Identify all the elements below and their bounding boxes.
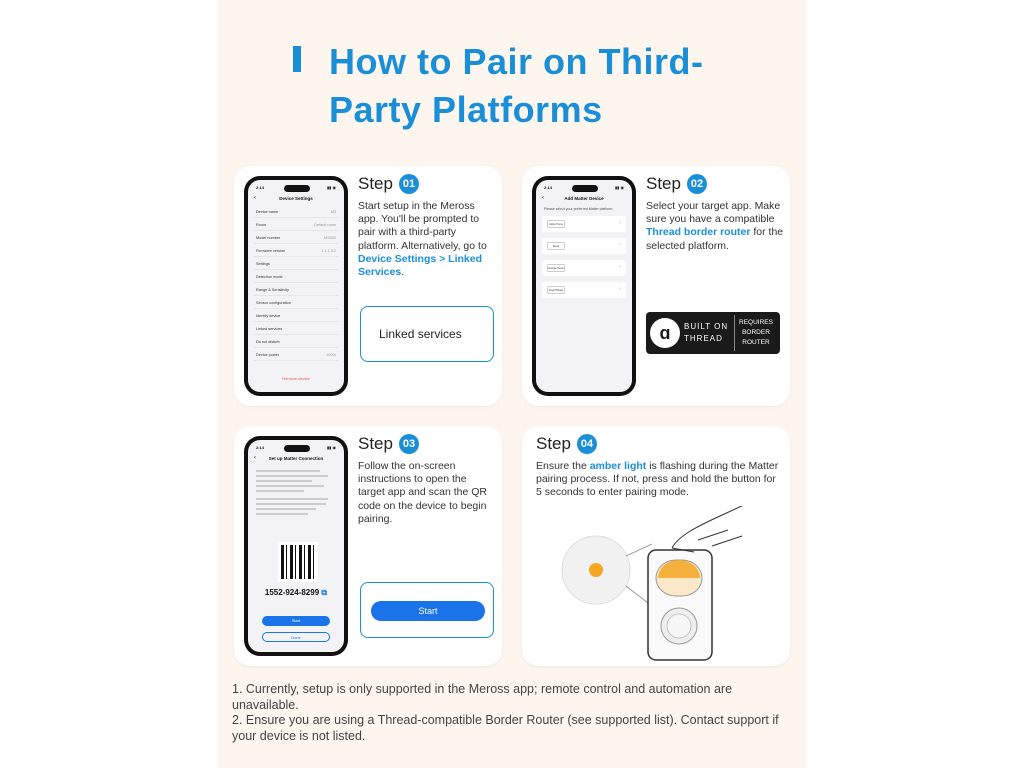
platform-logo: Alexa [547, 242, 565, 250]
settings-row-label: Room [256, 223, 267, 227]
screen-title: Device Settings [279, 196, 313, 201]
chevron-right-icon: › [619, 286, 621, 292]
chevron-right-icon: › [619, 264, 621, 270]
settings-row-value: Default room [314, 223, 336, 227]
device-illustration [522, 506, 790, 666]
footnote-2: 2. Ensure you are using a Thread-compatible Border Router (see supported list). Contact support if your device is not listed. [232, 713, 779, 743]
chevron-right-icon: › [619, 220, 621, 226]
step-description [358, 460, 496, 526]
instruction-sheet [218, 0, 806, 768]
linked-services-callout [360, 306, 494, 362]
dynamic-island [284, 185, 310, 192]
step-text-highlight: Device Settings > Linked Services [358, 252, 483, 279]
settings-row[interactable] [254, 323, 338, 335]
step-number-badge: 04 [577, 434, 597, 454]
step-text-part: . [401, 266, 405, 279]
status-icons: ▮▮ ◉ [326, 445, 336, 450]
platform-option[interactable] [542, 260, 626, 276]
step-description [646, 200, 784, 253]
phone-screen [248, 180, 344, 392]
settings-row[interactable] [254, 310, 338, 322]
platform-logo: Apple Home [547, 220, 565, 228]
callout-label: Linked services [379, 327, 462, 341]
platform-option[interactable] [542, 238, 626, 254]
back-icon[interactable]: ‹ [542, 195, 544, 201]
page-title: How to Pair on Third-Party Platforms [329, 41, 704, 130]
step-text-highlight: amber light [589, 460, 647, 472]
settings-row[interactable] [254, 349, 338, 361]
phone-mockup-device-settings [244, 176, 348, 396]
border-router-requirement: REQUIRES BORDER ROUTER [734, 315, 777, 351]
start-button-enlarged: Start [371, 601, 485, 621]
footnotes [232, 682, 792, 744]
settings-row-value: M3 [330, 210, 336, 214]
pairing-code-text: 1552-924-8299 [264, 588, 320, 597]
dynamic-island [284, 445, 310, 452]
status-time: 2:14 [256, 185, 265, 190]
status-time: 2:14 [544, 185, 553, 190]
thread-badge-text: BUILT ON THREAD [684, 322, 729, 343]
step-heading [536, 434, 597, 454]
step-card-3 [234, 426, 502, 666]
qr-code [278, 542, 318, 582]
step-text-part: is flashing during the Matter pairing process. If not, press and hold the button for 5 seconds to enter pairing mode. [536, 460, 779, 499]
step-label: Step [646, 174, 681, 193]
settings-row[interactable] [254, 245, 338, 257]
step-card-1 [234, 166, 502, 406]
status-time: 2:14 [256, 445, 265, 450]
pairing-code [248, 588, 344, 598]
step-label: Step [536, 434, 571, 453]
status-icons: ▮▮ ◉ [614, 185, 624, 190]
settings-row[interactable] [254, 232, 338, 244]
step-number-badge: 01 [399, 174, 419, 194]
settings-row-label: Detection mode [256, 275, 283, 279]
step-card-2 [522, 166, 790, 406]
platform-option[interactable] [542, 216, 626, 232]
platform-logo: Google Home [547, 264, 565, 272]
step-number-badge: 03 [399, 434, 419, 454]
settings-row-label: Linked services [256, 327, 283, 331]
settings-row-label: Sensor configuration [256, 301, 291, 305]
chevron-right-icon: › [619, 242, 621, 248]
step-heading [358, 434, 419, 454]
step-heading [358, 174, 419, 194]
settings-row[interactable] [254, 336, 338, 348]
thread-badge [646, 312, 780, 354]
hand-pressing-icon [672, 506, 746, 552]
screen-title: Add Matter Device [564, 196, 604, 201]
status-icons: ▮▮ ◉ [326, 185, 336, 190]
back-icon[interactable]: ‹ [254, 455, 256, 461]
thread-logo-icon: ɑ [650, 318, 680, 348]
step-description [358, 200, 496, 279]
phone-mockup-add-matter [532, 176, 636, 396]
step-text-part: Ensure the [536, 460, 590, 472]
screen-subtitle: Please select your preferred Matter platform. [544, 207, 614, 211]
step-heading [646, 174, 707, 194]
start-button-callout [360, 582, 494, 638]
amber-light-dot-icon [589, 563, 603, 577]
settings-row-label: Firmware version [256, 249, 286, 253]
step-label: Step [358, 434, 393, 453]
settings-row-label: Do not disturb [256, 340, 280, 344]
step-text-part: Follow the on-screen instructions to open the target app and scan the QR code on the device to begin pairing. [358, 460, 487, 525]
settings-row-label: Model number [256, 236, 281, 240]
title-accent-bar [293, 46, 301, 72]
settings-row[interactable] [254, 206, 338, 218]
settings-row[interactable] [254, 297, 338, 309]
step-number-badge: 02 [687, 174, 707, 194]
phone-mockup-matter-connection [244, 436, 348, 656]
instructions-text-block [256, 470, 336, 530]
step-description [536, 460, 780, 500]
step-text-part: Select your target app. Make sure you have a compatible [646, 200, 781, 226]
step-text-highlight: Thread border router [646, 226, 751, 239]
settings-row-value: MS600 [323, 236, 336, 240]
remove-device-link[interactable]: Remove device [282, 376, 310, 381]
settings-row[interactable] [254, 284, 338, 296]
settings-row-label: Device name [256, 210, 279, 214]
phone-screen [536, 180, 632, 392]
settings-row-label: Range & Sensitivity [256, 288, 289, 292]
settings-row-label: Settings [256, 262, 270, 266]
platform-option[interactable] [542, 282, 626, 298]
screen-title: Set up Matter Connection [268, 456, 324, 461]
settings-row-value: 1.1.1.3.2 [321, 249, 336, 253]
footnote-1: 1. Currently, setup is only supported in the Meross app; remote control and automation are unavailable. [232, 682, 733, 712]
settings-row-value: 100% [326, 353, 336, 357]
settings-row-label: Identify device [256, 314, 281, 318]
step-text-part: for the selected platform. [646, 226, 784, 252]
phone-screen [248, 440, 344, 652]
settings-row-label: Device power [256, 353, 280, 357]
step-label: Step [358, 174, 393, 193]
back-icon[interactable]: ‹ [254, 195, 256, 201]
settings-row[interactable] [254, 271, 338, 283]
step-card-4 [522, 426, 790, 666]
settings-row[interactable] [254, 219, 338, 231]
done-button[interactable]: Done [262, 632, 330, 642]
copy-icon[interactable]: ⧉ [321, 588, 328, 597]
step-text-part: Start setup in the Meross app. You'll be prompted to pair with a third-party platform. Alternatively, go to [358, 200, 487, 252]
settings-row[interactable] [254, 258, 338, 270]
platform-logo: SmartThings [547, 286, 565, 294]
start-button[interactable]: Start [262, 616, 330, 626]
dynamic-island [572, 185, 598, 192]
